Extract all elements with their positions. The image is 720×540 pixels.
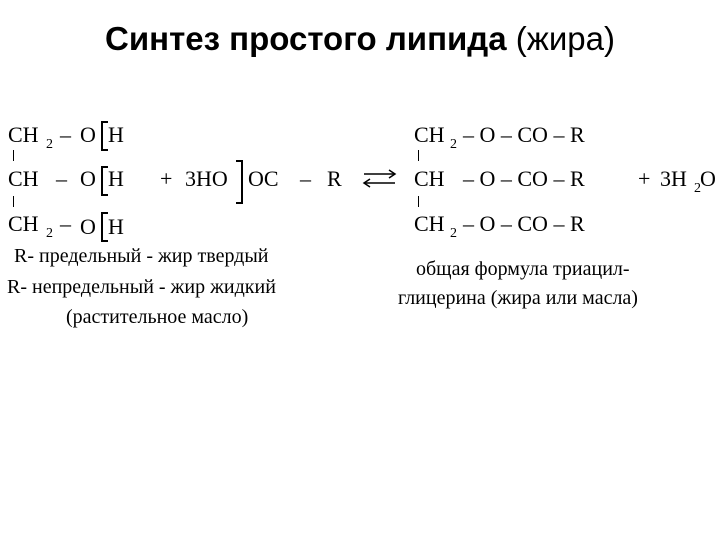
glycerol-row-2-h: H [108, 166, 124, 191]
plus-sign-1: + [160, 166, 173, 191]
glycerol-row-2-group: CH [8, 166, 39, 191]
tg-row-1-sub: 2 [450, 137, 457, 152]
glycerol-row-2-o: O [80, 166, 96, 191]
title-main: Синтез простого липида [105, 20, 507, 57]
tg-row-2-group: CH [414, 166, 445, 191]
note-glycerin: глицерина (жира или масла) [398, 287, 638, 309]
glycerol-row-1-dash: – [60, 122, 71, 147]
tg-row-2-chain: – O – CO – R [463, 166, 585, 191]
bracket-h-2 [101, 166, 108, 196]
tg-row-1-chain: – O – CO – R [463, 122, 585, 147]
glycerol-row-1-h: H [108, 122, 124, 147]
acid-hydroxyl: 3HO [185, 166, 228, 191]
tg-row-1-group: CH [414, 122, 445, 147]
acid-radical: R [327, 166, 342, 191]
tg-row-3-group: CH [414, 211, 445, 236]
glycerol-row-1-sub: 2 [46, 137, 53, 152]
tg-row-3-sub: 2 [450, 226, 457, 241]
bracket-h-3 [101, 212, 108, 242]
bracket-acid [236, 160, 243, 204]
bond-left-2 [13, 196, 14, 207]
bond-right-1 [418, 150, 419, 161]
acid-carbonyl: OC [248, 166, 279, 191]
note-unsaturated: R- непредельный - жир жидкий [7, 276, 276, 298]
title-suffix: (жира) [506, 20, 615, 57]
note-vegetable-oil: (растительное масло) [66, 306, 249, 328]
slide-title [0, 22, 720, 55]
glycerol-row-1-group: CH [8, 122, 39, 147]
tg-row-3-chain: – O – CO – R [463, 211, 585, 236]
note-saturated: R- предельный - жир твердый [14, 245, 269, 267]
note-general-formula: общая формула триацил- [416, 258, 630, 280]
glycerol-row-2-dash: – [56, 166, 67, 191]
acid-dash: – [300, 166, 311, 191]
bracket-h-1 [101, 121, 108, 151]
glycerol-row-3-dash: – [60, 211, 71, 236]
water-h: 3H [660, 166, 687, 191]
glycerol-row-3-o: O [80, 214, 96, 239]
glycerol-row-3-sub: 2 [46, 226, 53, 241]
equilibrium-arrows-icon [362, 169, 398, 189]
bond-right-2 [418, 196, 419, 207]
water-sub: 2 [694, 181, 701, 196]
glycerol-row-3-h: H [108, 214, 124, 239]
bond-left-1 [13, 150, 14, 161]
water-o: O [700, 166, 716, 191]
glycerol-row-1-o: O [80, 122, 96, 147]
glycerol-row-3-group: CH [8, 211, 39, 236]
plus-sign-2: + [638, 166, 651, 191]
